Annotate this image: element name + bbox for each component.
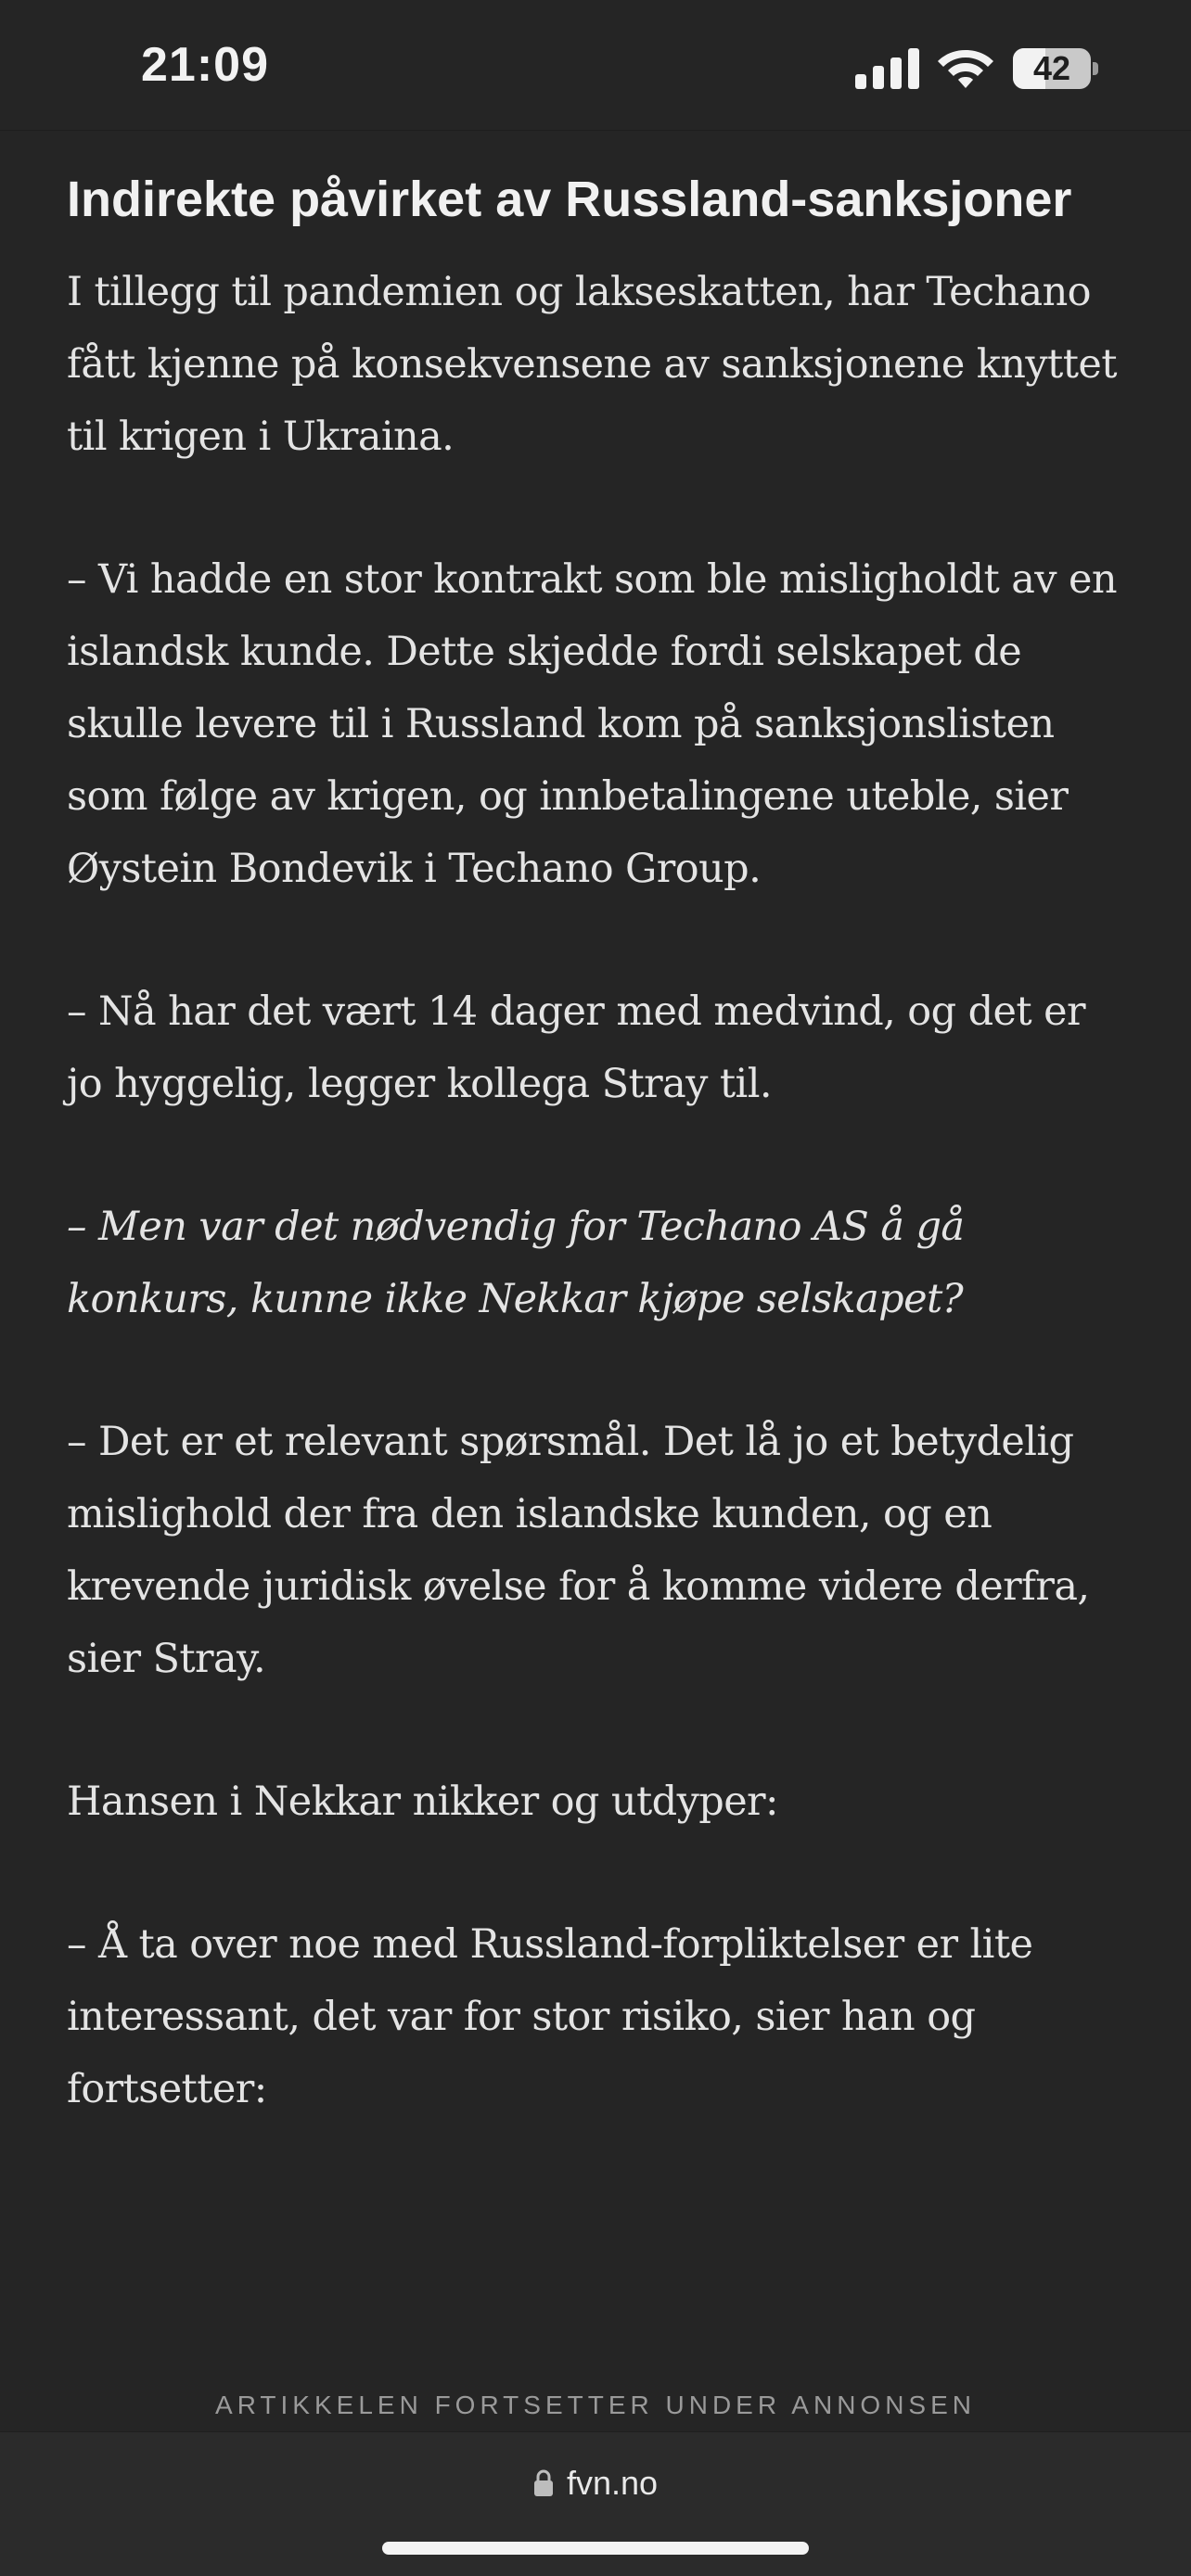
status-time: 21:09: [141, 38, 269, 92]
battery-body: [1013, 48, 1091, 89]
article-paragraph: – Å ta over noe med Russland-forpliktelser er lite interessant, det var for stor risiko, sier han og fortsetter:: [67, 1921, 1033, 2112]
article-body: [67, 167, 1124, 2125]
battery-nub: [1093, 62, 1098, 75]
url-text[interactable]: fvn.no: [566, 2464, 659, 2502]
article-paragraph: – Det er et relevant spørsmål. Det lå jo et betydelig mislighold der fra den islandske kunden, og en krevende juridisk øvelse for å komme videre derfra, sier Stray.: [67, 1419, 1090, 1682]
article-paragraph: – Nå har det vært 14 dager med medvind, og det er jo hyggelig, legger kollega Stray til.: [67, 988, 1085, 1107]
battery-icon: [1013, 48, 1098, 89]
url-field[interactable]: [0, 2464, 1191, 2503]
cellular-signal-icon: [855, 48, 920, 89]
section-heading: Indirekte påvirket av Russland-sanksjoner: [67, 172, 1072, 227]
interview-question: – Men var det nødvendig for Techano AS å gå konkurs, kunne ikke Nekkar kjøpe selskapet?: [67, 1204, 965, 1322]
home-indicator[interactable]: [382, 2542, 809, 2555]
lock-icon: [533, 2469, 554, 2497]
article-paragraph: I tillegg til pandemien og lakseskatten, har Techano fått kjenne på konsekvensene av sanksjonene knyttet til krigen i Ukraina.: [67, 269, 1117, 460]
article-paragraph: Hansen i Nekkar nikker og utdyper:: [67, 1779, 778, 1825]
browser-url-bar[interactable]: [0, 2431, 1191, 2576]
ad-notice: ARTIKKELEN FORTSETTER UNDER ANNONSEN: [215, 2391, 976, 2419]
status-bar: [0, 0, 1191, 131]
wifi-icon: [937, 46, 994, 89]
article-paragraph: – Vi hadde en stor kontrakt som ble misligholdt av en islandsk kunde. Dette skjedde fordi selskapet de skulle levere til i Russland kom på sanksjonslisten som følge av krigen, og innbetalingene uteble, sier Øystein Bondevik i Techano Group.: [67, 556, 1117, 892]
battery-level: 42: [1032, 49, 1071, 87]
